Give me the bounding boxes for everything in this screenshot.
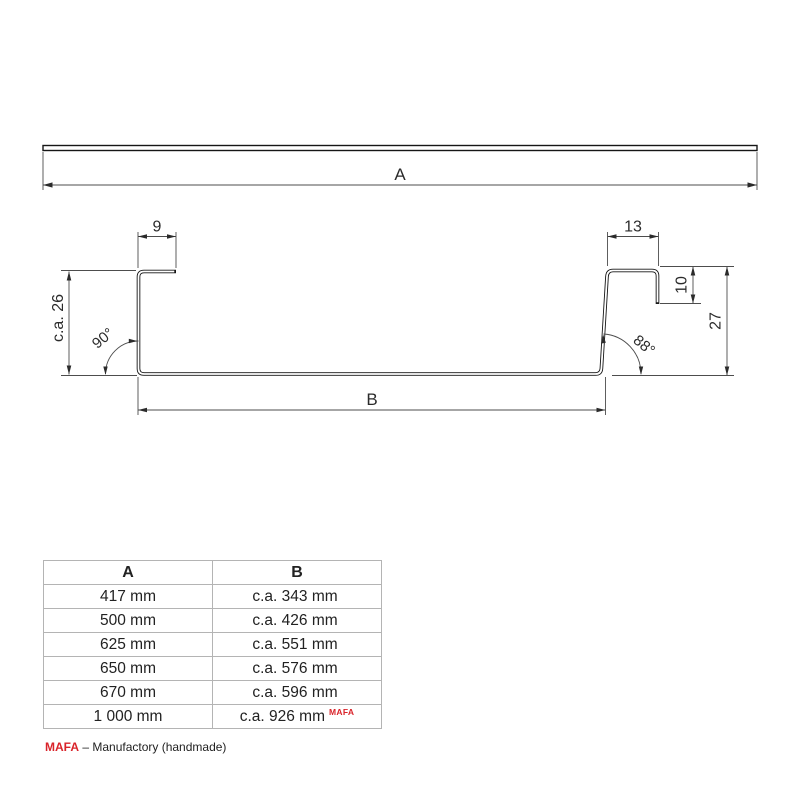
cell-b-value: c.a. 426 mm (252, 612, 338, 630)
dim-a-arrow-right (748, 182, 758, 187)
table-row (44, 585, 382, 609)
size-table (43, 560, 382, 729)
table-row (44, 681, 382, 705)
cell-a: 670 mm (44, 681, 213, 705)
cell-a: 650 mm (44, 657, 213, 681)
cell-b (213, 705, 382, 729)
sheet-top-view (43, 146, 757, 151)
cell-b-value: c.a. 596 mm (252, 684, 338, 702)
cell-b (213, 585, 382, 609)
cell-b-value: c.a. 551 mm (252, 636, 338, 654)
cell-a: 417 mm (44, 585, 213, 609)
cell-b-value: c.a. 576 mm (252, 660, 338, 678)
dim-bottom-width (138, 377, 606, 415)
dim-13-arrow-right (650, 234, 659, 239)
dim-26-arrow-top (67, 272, 72, 281)
dim-10-label: 10 (673, 276, 691, 294)
table-row (44, 657, 382, 681)
mafa-superscript: MAFA (329, 706, 355, 717)
dim-b-label: B (366, 390, 378, 409)
footnote-abbr: MAFA (45, 740, 79, 754)
angle-88-arrow-bottom (639, 367, 643, 376)
dim-13-label: 13 (624, 218, 642, 236)
table-row (44, 609, 382, 633)
cell-b (213, 657, 382, 681)
cell-a: 500 mm (44, 609, 213, 633)
dim-left-flange (138, 219, 176, 269)
profile-outline (139, 271, 658, 375)
angle-88-label: 88° (629, 331, 659, 360)
cell-b-value: c.a. 343 mm (252, 588, 338, 606)
cross-section (50, 219, 734, 416)
table-header-row (44, 561, 382, 585)
dim-27-arrow-top (725, 267, 730, 276)
cell-a: 625 mm (44, 633, 213, 657)
dim-10-arrow-bottom (691, 295, 696, 304)
footnote-text: – Manufactory (handmade) (82, 740, 227, 754)
cell-a: 1 000 mm (44, 705, 213, 729)
dim-a-arrow-left (43, 182, 53, 187)
col-header-a: A (44, 561, 213, 585)
footnote (45, 740, 226, 754)
dim-27-label: 27 (707, 312, 725, 330)
dim-b-arrow-left (138, 408, 147, 413)
dim-10-arrow-top (691, 267, 696, 276)
dim-13-arrow-left (608, 234, 617, 239)
cell-b (213, 633, 382, 657)
angle-left (89, 325, 139, 375)
top-view (43, 146, 757, 191)
dim-b-arrow-right (597, 408, 606, 413)
table-row (44, 705, 382, 729)
cell-b (213, 681, 382, 705)
angle-right (601, 332, 658, 375)
cell-b-value: c.a. 926 mm (239, 708, 325, 726)
table-row (44, 633, 382, 657)
angle-90-arrow-wall (129, 339, 138, 343)
dim-9-arrow-left (138, 234, 147, 239)
cell-b (213, 609, 382, 633)
col-header-b: B (213, 561, 382, 585)
dim-26-arrow-bottom (67, 366, 72, 375)
profile-core (139, 271, 658, 375)
dim-right-lip (660, 267, 734, 304)
dim-9-arrow-right (167, 234, 176, 239)
dim-26-label: c.a. 26 (50, 293, 67, 343)
angle-90-arrow-bottom (103, 367, 107, 376)
dim-left-height (50, 271, 137, 376)
dim-right-flange (608, 219, 659, 267)
dim-9-label: 9 (152, 218, 162, 236)
dim-a-label: A (394, 165, 406, 184)
angle-90-label: 90° (88, 324, 118, 353)
angle-90-arc (106, 341, 139, 374)
dim-27-arrow-bottom (725, 367, 730, 376)
